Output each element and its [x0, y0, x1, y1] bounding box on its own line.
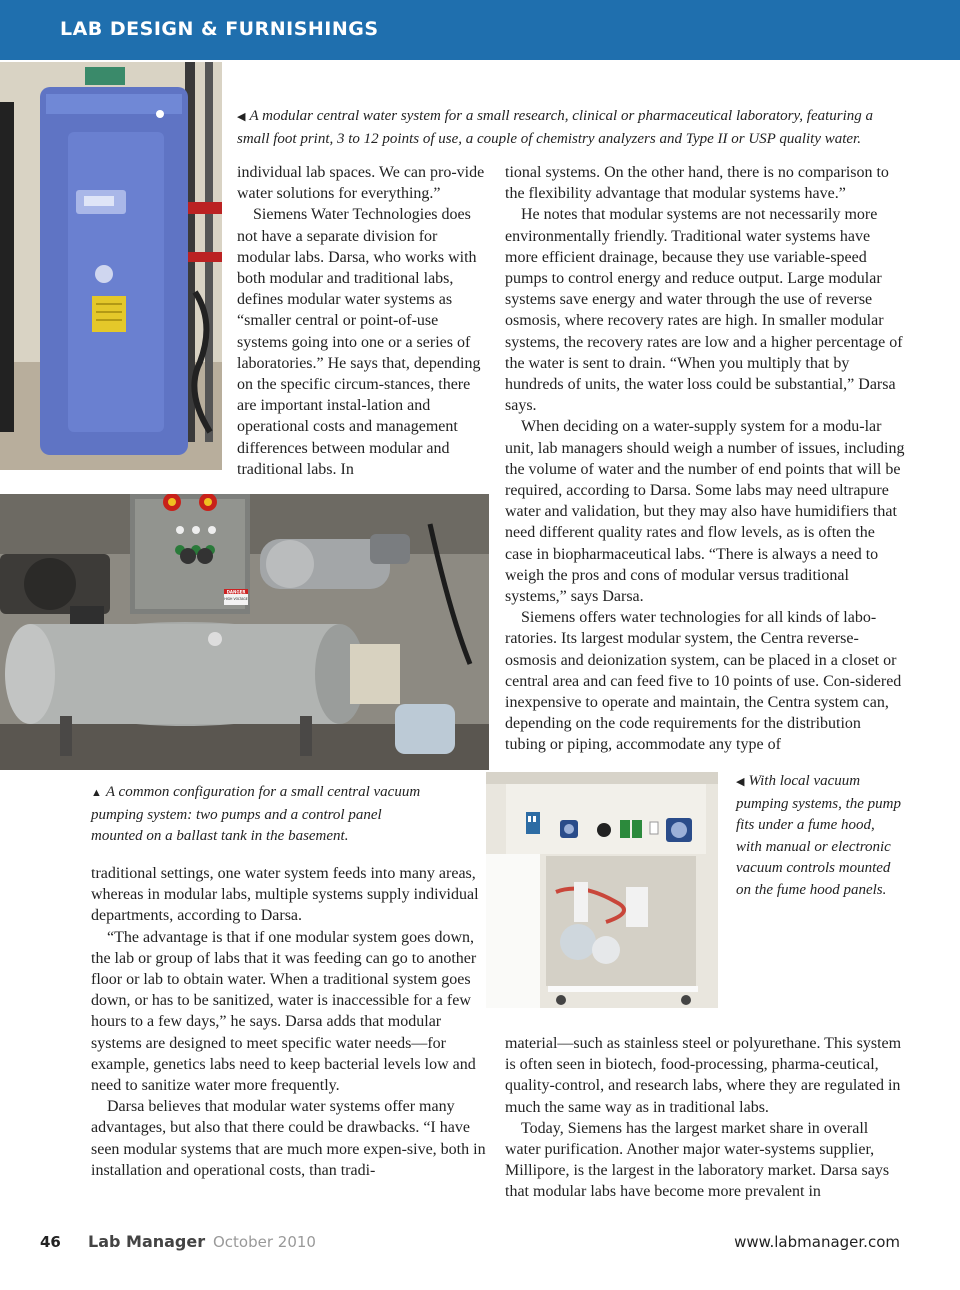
water-system-photo: [0, 62, 222, 470]
paragraph: “The advantage is that if one modular system goes down, the lab or group of labs that it was feeding can go to another floor or lab to obtain water. When a traditional system goes down, or has to be sanitized, water is inaccessible for a few hours to a few days,” he says. Darsa adds that modular systems are designed to meet specific water needs—for example, genetics labs need to keep bacterial levels low and need to sanitize water more frequently.: [91, 928, 477, 1095]
paragraph: material—such as stainless steel or polyurethane. This system is often seen in biotech, food-processing, pharma-ceutical, quality-control, and research labs, where they are regulated in much the same way as in traditional labs.: [505, 1035, 902, 1116]
fume-hood-pump-photo: [486, 772, 718, 1008]
danger-sign-label: DANGER: [226, 589, 246, 595]
caption-text: With local vacuum pumping systems, the pump fits under a fume hood, with manual or electronic vacuum controls mounted on the fume hood panels.: [736, 773, 901, 898]
paragraph: Darsa believes that modular water systems offer many advantages, but also that there could be drawbacks. “I have seen modular systems that are much more expen-sive, both in installation and operational costs, than tradi-: [91, 1098, 486, 1179]
website-url: www.labmanager.com: [734, 1233, 900, 1251]
caption-water-system: [237, 106, 897, 150]
magazine-brand: Lab Manager: [88, 1232, 206, 1251]
paragraph: Siemens offers water technologies for all kinds of labo-ratories. Its largest modular system, the Centra reverse-osmosis and deionization system, can be placed in a closet or central area and can feed five to 10 points of use. Con-sidered inexpensive to operate and maintain, the Centra system can, depending on the code requirements for the distribution tubing or piping, accommodate any type of: [505, 609, 902, 754]
article-column-2: [505, 162, 905, 756]
caption-vacuum-system: [91, 782, 431, 848]
caption-text: A common configuration for a small central vacuum pumping system: two pumps and a control panel mounted on a ballast tank in the basement.: [91, 784, 421, 844]
paragraph: individual lab spaces. We can pro-vide water solutions for everything.”: [237, 164, 485, 203]
section-header-bar: [0, 0, 960, 60]
caption-pointer-left-icon: ◀: [736, 776, 745, 788]
section-title: LAB DESIGN & FURNISHINGS: [60, 18, 379, 40]
caption-pointer-up-icon: ▲: [91, 787, 102, 799]
caption-pointer-left-icon: ◀: [237, 111, 246, 123]
paragraph: When deciding on a water-supply system for a modu-lar unit, lab managers should weigh a number of issues, including the volume of water and the number of end points that will be required, according to Darsa. Some labs may need ultrapure water and validation, but they may also have humidifiers that need different quality rates and flow levels, as is often the case in biopharmaceutical labs. “There is always a need to weigh the pros and cons of modular versus traditional systems,” says Darsa.: [505, 418, 905, 606]
issue-date: October 2010: [213, 1233, 316, 1251]
article-column-4: [505, 1033, 905, 1203]
article-column-1: [237, 162, 487, 480]
caption-fume-hood: [736, 771, 901, 901]
paragraph: Today, Siemens has the largest market share in overall water purification. Another major water-systems supplier, Millipore, is the largest in the laboratory market. Darsa says that modular labs have become more prevalent in: [505, 1119, 890, 1201]
page-number: 46: [40, 1233, 61, 1251]
danger-sign-sublabel: HIGH VOLTAGE: [224, 597, 248, 601]
paragraph: traditional settings, one water system feeds into many areas, whereas in modular labs, multiple systems supply individual departments, according to Darsa.: [91, 865, 479, 925]
paragraph: tional systems. On the other hand, there is no comparison to the flexibility advantage that modular systems have.”: [505, 164, 889, 203]
vacuum-pump-photo: [0, 494, 489, 770]
paragraph: Siemens Water Technologies does not have a separate division for modular labs. Darsa, who works with both modular and traditional labs, defines modular water systems as “smaller central or point-of-use systems going into one or a series of laboratories.” He says that, depending on the specific circum-stances, there are important instal-lation and operational costs and management differences between modular and traditional labs. In: [237, 206, 481, 478]
article-column-3: [91, 863, 486, 1181]
paragraph: He notes that modular systems are not necessarily more environmentally friendly. Traditional water systems have more efficient drainage, because they use variable-speed pumps to control energy and reduce output. Large modular systems save energy and water through the use of reverse osmosis, where recovery rates are high. In smaller modular systems, the recovery rates are low and a higher percentage of the water is sent to drain. “When you multiply that by hundreds of units, the water loss could be substantial,” Darsa says.: [505, 206, 903, 415]
caption-text: A modular central water system for a small research, clinical or pharmaceutical laboratory, featuring a small foot print, 3 to 12 points of use, a couple of chemistry analyzers and Type II or USP quality water.: [237, 108, 874, 147]
